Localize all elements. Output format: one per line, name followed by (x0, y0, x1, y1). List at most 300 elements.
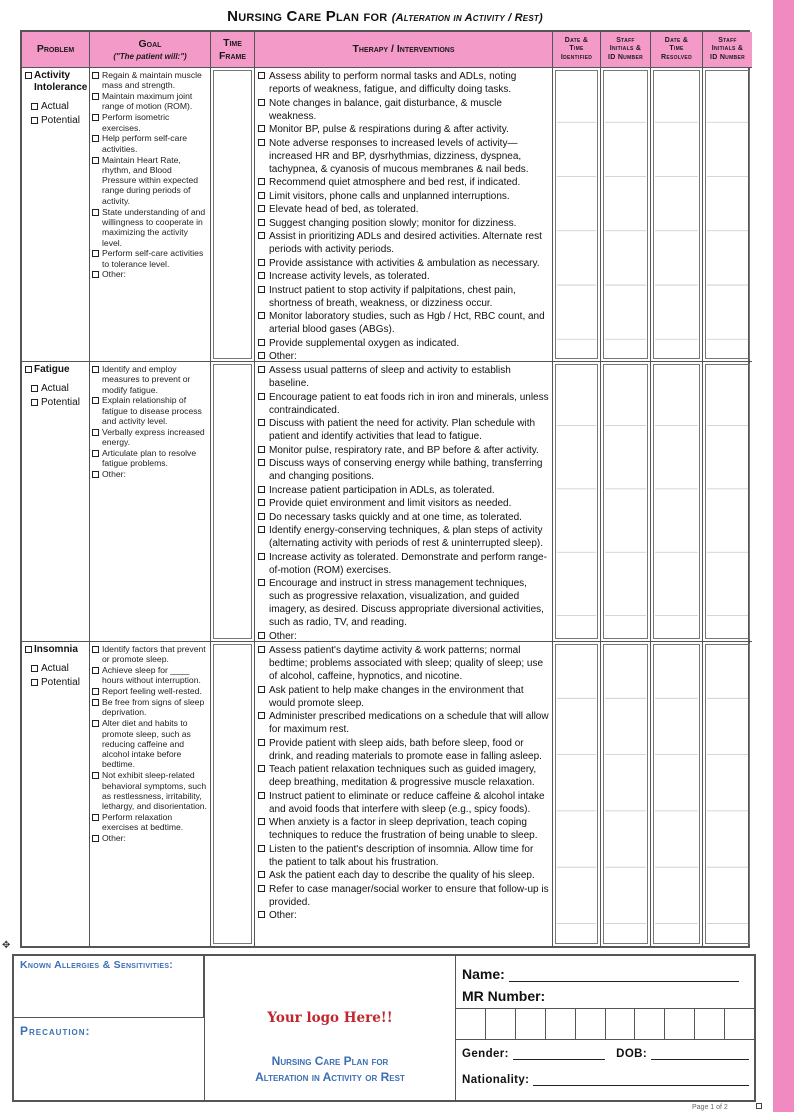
therapy-item[interactable] (258, 457, 549, 483)
therapy-text: Suggest changing position slowly; monitor for dizziness. (269, 217, 517, 229)
goal-text: Other: (102, 269, 126, 280)
checkbox-icon[interactable] (92, 688, 99, 695)
checkbox-icon[interactable] (92, 271, 99, 278)
therapy-text: Listen to the patient's description of insomnia. Allow time for the patient to talk about his frustration. (269, 843, 534, 868)
checkbox-icon[interactable] (258, 911, 265, 918)
checkbox-icon[interactable] (258, 99, 265, 106)
goal-text: Regain & maintain muscle mass and strength. (102, 70, 202, 91)
mr-number-boxes[interactable] (456, 1008, 754, 1040)
mr-digit-box[interactable] (546, 1009, 576, 1039)
header-staff-2-b: Initials & (711, 45, 744, 53)
date-identified-cell[interactable] (553, 642, 601, 946)
checkbox-icon[interactable] (92, 772, 99, 779)
name-field[interactable] (462, 966, 739, 982)
actual-label: Actual (41, 101, 69, 112)
therapy-text: Monitor laboratory studies, such as Hgb / Hct, RBC count, and arterial blood gases (ABGs). (269, 311, 545, 335)
checkbox-icon[interactable] (258, 486, 265, 493)
therapy-text: Elevate head of bed, as tolerated. (269, 204, 419, 215)
therapy-item[interactable] (258, 257, 549, 270)
checkbox-icon[interactable] (92, 667, 99, 674)
checkbox-icon[interactable] (258, 393, 265, 400)
checkbox-icon[interactable] (258, 352, 265, 359)
checkbox-icon[interactable] (92, 114, 99, 121)
goal-item[interactable] (92, 665, 208, 686)
therapy-item[interactable] (258, 284, 549, 310)
goal-item[interactable] (92, 697, 208, 718)
staff-initials-cell[interactable] (601, 68, 651, 362)
therapy-item[interactable] (258, 176, 549, 189)
entry-lines (601, 68, 650, 361)
therapy-item[interactable] (258, 310, 549, 336)
entry-lines (651, 68, 702, 361)
therapy-item[interactable] (258, 909, 549, 922)
mr-digit-box[interactable] (606, 1009, 636, 1039)
plan-title-line-1: Nursing Care Plan for (271, 1054, 389, 1068)
checkbox-icon[interactable] (92, 157, 99, 164)
date-resolved-cell[interactable] (651, 642, 703, 946)
checkbox-icon[interactable] (92, 471, 99, 478)
problem-name (25, 644, 87, 656)
move-icon[interactable]: ✥ (2, 940, 11, 951)
checkbox-icon[interactable] (92, 397, 99, 404)
header-time-frame-1: Time (223, 37, 242, 50)
goal-item[interactable] (92, 833, 208, 843)
date-identified-cell[interactable] (553, 68, 601, 362)
therapy-item[interactable] (258, 217, 549, 230)
checkbox-icon[interactable] (92, 72, 99, 79)
checkbox-icon[interactable] (92, 646, 99, 653)
checkbox-icon[interactable] (31, 385, 38, 392)
goal-item[interactable] (92, 469, 208, 479)
logo-placeholder[interactable]: Your logo Here!! (267, 1010, 393, 1026)
therapy-item[interactable] (258, 70, 549, 96)
checkbox-icon[interactable] (258, 232, 265, 239)
goal-text: Identify factors that prevent or promote sleep. (102, 644, 206, 665)
header-staff-initials-2 (703, 32, 752, 68)
entry-lines (703, 642, 752, 946)
therapy-item[interactable] (258, 790, 549, 816)
patient-info-box (12, 954, 756, 1102)
mr-digit-box[interactable] (516, 1009, 546, 1039)
entry-lines (601, 642, 650, 946)
checkbox-icon[interactable] (258, 219, 265, 226)
therapy-text: Discuss ways of conserving energy while bathing, transferring and changing positions. (269, 458, 543, 482)
header-date-identified-1: Date & (564, 37, 589, 45)
checkbox-icon[interactable] (258, 765, 265, 772)
therapy-item[interactable] (258, 444, 549, 457)
time-frame-cell[interactable] (211, 642, 255, 946)
therapy-text: Instruct patient to eliminate or reduce caffeine & alcohol intake and avoid foods that interfere with sleep (e.g., spicy foods). (269, 790, 545, 815)
goal-item[interactable] (92, 269, 208, 279)
therapy-item[interactable] (258, 137, 549, 176)
checkbox-icon[interactable] (258, 712, 265, 719)
therapy-text: Increase patient participation in ADLs, as tolerated. (269, 484, 495, 496)
goal-text: Articulate plan to resolve fatigue problems. (102, 448, 197, 469)
therapy-item[interactable] (258, 97, 549, 123)
time-frame-frame (213, 70, 252, 359)
checkbox-icon[interactable] (92, 93, 99, 100)
header-goal (90, 32, 211, 68)
problem-label: Insomnia (34, 644, 78, 655)
checkbox-icon[interactable] (31, 665, 38, 672)
goal-item[interactable] (92, 395, 208, 426)
checkbox-icon[interactable] (258, 286, 265, 293)
checkbox-icon[interactable] (258, 139, 265, 146)
checkbox-icon[interactable] (258, 792, 265, 799)
header-time-frame-2: Frame (218, 49, 247, 62)
therapy-item[interactable] (258, 843, 549, 869)
checkbox-icon[interactable] (258, 885, 265, 892)
patient-fields-panel (456, 956, 754, 1100)
therapy-item[interactable] (258, 511, 549, 524)
therapy-item[interactable] (258, 816, 549, 842)
checkbox-icon[interactable] (258, 686, 265, 693)
therapy-item[interactable] (258, 337, 549, 350)
therapy-text: Provide supplemental oxygen as indicated. (269, 337, 460, 349)
checkbox-icon[interactable] (92, 699, 99, 706)
gender-dob-row (462, 1048, 749, 1060)
header-date-identified (553, 32, 601, 68)
goal-text: Perform self-care activities to tolerance level. (102, 248, 204, 269)
entry-lines (553, 642, 600, 946)
checkbox-icon[interactable] (31, 399, 38, 406)
checkbox-icon[interactable] (92, 429, 99, 436)
therapy-text: Increase activity as tolerated. Demonstrate and perform range-of-motion (ROM) exercises. (269, 551, 547, 576)
therapy-text: Ask the patient each day to describe the quality of his sleep. (269, 870, 535, 881)
goal-cell (90, 68, 211, 362)
goal-text: Achieve sleep for ____ hours without interruption. (102, 665, 201, 686)
therapy-text: Other: (269, 351, 297, 362)
therapy-text: Discuss with patient the need for activity. Plan schedule with patient and identify activities that lead to fatigue. (269, 418, 536, 442)
goal-text: Maintain Heart Rate, rhythm, and Blood Pressure within expected range during periods of activity. (102, 154, 199, 206)
plan-title-line-2: Alteration in Activity or Rest (255, 1069, 405, 1084)
therapy-item[interactable] (258, 203, 549, 216)
therapy-item[interactable] (258, 484, 549, 497)
checkbox-icon[interactable] (92, 250, 99, 257)
goal-item[interactable] (92, 207, 208, 248)
therapy-item[interactable] (258, 763, 549, 789)
therapy-text: Other: (269, 630, 297, 642)
mr-digit-box[interactable] (486, 1009, 516, 1039)
entry-lines (553, 362, 600, 641)
goal-item[interactable] (92, 718, 208, 770)
therapy-cell (255, 642, 553, 946)
therapy-item[interactable] (258, 497, 549, 510)
checkbox-icon[interactable] (258, 553, 265, 560)
entry-lines (651, 362, 702, 641)
checkbox-icon[interactable] (92, 209, 99, 216)
therapy-text: Refer to case manager/social worker to ensure that follow-up is provided. (269, 883, 549, 908)
therapy-item[interactable] (258, 551, 549, 577)
header-time-frame (211, 32, 255, 68)
checkbox-icon[interactable] (92, 135, 99, 142)
therapy-cell (255, 362, 553, 642)
entry-lines (703, 68, 752, 361)
goal-text: Maintain maximum joint range of motion (ROM). (102, 91, 193, 112)
date-identified-cell[interactable] (553, 362, 601, 642)
therapy-text: Note adverse responses to increased levels of activity—increased HR and BP, dysrhythmias, dizziness, dyspnea, tachypnea, & cyanosis of mucous membranes & nail beds. (269, 137, 529, 175)
potential-label: Potential (41, 396, 80, 408)
checkbox-icon[interactable] (258, 739, 265, 746)
goal-item[interactable] (92, 427, 208, 448)
staff-initials-resolved-cell[interactable] (703, 362, 752, 642)
goal-item[interactable] (92, 133, 208, 154)
checkbox-icon[interactable] (258, 312, 265, 319)
potential-label: Potential (41, 114, 80, 126)
staff-initials-resolved-cell[interactable] (703, 68, 752, 362)
logo-panel (204, 956, 456, 1100)
therapy-item[interactable] (258, 350, 549, 362)
header-staff-2-a: Staff (718, 37, 737, 45)
therapy-text: Do necessary tasks quickly and at one time, as tolerated. (269, 511, 522, 523)
checkbox-icon[interactable] (258, 259, 265, 266)
header-date-resolved-1: Date & (664, 37, 689, 45)
goal-text: Identify and employ measures to prevent or modify fatigue. (102, 364, 191, 395)
mr-number-field (462, 988, 545, 1004)
therapy-item[interactable] (258, 190, 549, 203)
staff-initials-resolved-cell[interactable] (703, 642, 752, 946)
goal-item[interactable] (92, 644, 208, 665)
therapy-text: Limit visitors, phone calls and unplanned interruptions. (269, 190, 510, 202)
checkbox-icon[interactable] (92, 450, 99, 457)
therapy-item[interactable] (258, 710, 549, 736)
checkbox-icon[interactable] (258, 459, 265, 466)
goal-text: Alter diet and habits to promote sleep, such as reducing caffeine and alcohol intake before bedtime. (102, 718, 191, 770)
therapy-text: Increase activity levels, as tolerated. (269, 271, 430, 282)
therapy-text: Note changes in balance, gait disturbance, & muscle weakness. (269, 97, 502, 122)
allergies-label: Known Allergies & Sensitivities: (20, 959, 174, 971)
checkbox-icon[interactable] (258, 513, 265, 520)
header-goal-label: Goal (138, 37, 162, 50)
problem-cell (22, 68, 90, 362)
name-label: Name: (462, 966, 505, 982)
actual-option[interactable] (25, 663, 87, 676)
entry-lines (703, 362, 752, 641)
goal-item[interactable] (92, 812, 208, 833)
actual-option[interactable] (25, 383, 87, 396)
goal-item[interactable] (92, 364, 208, 395)
checkbox-icon[interactable] (31, 103, 38, 110)
checkbox-icon[interactable] (92, 720, 99, 727)
mr-digit-box[interactable] (635, 1009, 665, 1039)
nationality-label: Nationality: (462, 1074, 530, 1086)
therapy-text: Administer prescribed medications on a schedule that will allow for maximum rest. (269, 711, 549, 735)
precaution-label: Precaution: (20, 1024, 91, 1038)
goal-text: Verbally express increased energy. (102, 426, 205, 448)
therapy-text: Assess usual patterns of sleep and activity to establish baseline. (269, 365, 511, 389)
checkbox-icon[interactable] (258, 632, 265, 639)
gender-label: Gender: (462, 1048, 509, 1060)
nationality-underline[interactable] (533, 1085, 749, 1086)
checkbox-icon[interactable] (258, 72, 265, 79)
actual-label: Actual (41, 663, 69, 674)
goal-item[interactable] (92, 155, 208, 207)
therapy-text: Provide quiet environment and limit visitors as needed. (269, 498, 512, 509)
goal-text: Explain relationship of fatigue to disease process and activity level. (102, 395, 202, 427)
checkbox-icon[interactable] (258, 366, 265, 373)
checkbox-icon[interactable] (258, 419, 265, 426)
therapy-text: Ask patient to help make changes in the environment that would promote sleep. (269, 684, 524, 709)
therapy-text: Monitor BP, pulse & respirations during & after activity. (269, 124, 509, 135)
allergies-section[interactable] (14, 956, 204, 1018)
goal-item[interactable] (92, 448, 208, 469)
goal-item[interactable] (92, 70, 208, 91)
checkbox-icon[interactable] (25, 366, 32, 373)
checkbox-icon[interactable] (92, 366, 99, 373)
entry-lines (601, 362, 650, 641)
therapy-text: Provide patient with sleep aids, bath before sleep, food or drink, and reading materials to promote ease in falling asleep. (269, 737, 542, 762)
therapy-item[interactable] (258, 630, 549, 643)
checkbox-icon[interactable] (31, 679, 38, 686)
therapy-item[interactable] (258, 737, 549, 763)
therapy-text: When anxiety is a factor in sleep deprivation, teach coping techniques to reduce the frustration of being unable to sleep. (269, 817, 538, 841)
goal-item[interactable] (92, 248, 208, 269)
actual-option[interactable] (25, 101, 87, 114)
checkbox-icon[interactable] (258, 871, 265, 878)
checkbox-icon[interactable] (258, 446, 265, 453)
header-problem: Problem (22, 32, 90, 68)
header-date-identified-2: Time (569, 45, 584, 53)
header-date-identified-3: Identified (560, 53, 593, 61)
dob-label: DOB: (616, 1048, 648, 1060)
checkbox-icon[interactable] (258, 339, 265, 346)
time-frame-cell[interactable] (211, 68, 255, 362)
therapy-item[interactable] (258, 684, 549, 710)
checkbox-icon[interactable] (25, 72, 32, 79)
checkbox-icon[interactable] (258, 579, 265, 586)
dob-underline[interactable] (651, 1059, 749, 1060)
therapy-item[interactable] (258, 524, 549, 550)
therapy-item[interactable] (258, 417, 549, 443)
problem-name (25, 70, 87, 94)
goal-text: Other: (102, 469, 126, 480)
header-therapy: Therapy / Interventions (255, 32, 553, 68)
title-main: Nursing Care Plan for (227, 8, 388, 25)
problem-cell (22, 362, 90, 642)
mr-number-label: MR Number: (462, 988, 546, 1004)
staff-initials-cell[interactable] (601, 362, 651, 642)
goal-text: Perform isometric exercises. (102, 112, 170, 133)
checkbox-icon[interactable] (31, 117, 38, 124)
header-staff-2-c: ID Number (709, 53, 746, 61)
therapy-text: Assess patient's daytime activity & work patterns; normal bedtime; problems associated with sleep; quality of sleep; use of alcohol, caffeine, hypnotics, and nicotine. (269, 645, 544, 682)
therapy-text: Assess ability to perform normal tasks and ADLs, noting reports of weakness, fatigue, and difficulty doing tasks. (269, 71, 517, 95)
goal-item[interactable] (92, 686, 208, 696)
header-date-resolved (651, 32, 703, 68)
therapy-item[interactable] (258, 391, 549, 417)
header-date-resolved-2: Time (669, 45, 684, 53)
staff-initials-cell[interactable] (601, 642, 651, 946)
header-staff-1-c: ID Number (607, 53, 644, 61)
date-resolved-cell[interactable] (651, 362, 703, 642)
time-frame-cell[interactable] (211, 362, 255, 642)
therapy-text: Instruct patient to stop activity if palpitations, chest pain, shortness of breath, weakness, or dizziness occur. (269, 284, 516, 309)
mr-digit-box[interactable] (665, 1009, 695, 1039)
therapy-item[interactable] (258, 577, 549, 629)
checkbox-icon[interactable] (92, 814, 99, 821)
therapy-item[interactable] (258, 270, 549, 283)
therapy-item[interactable] (258, 364, 549, 390)
page-title (20, 8, 750, 25)
potential-option[interactable] (25, 677, 87, 690)
therapy-text: Encourage patient to eat foods rich in iron and minerals, unless contraindicated. (269, 391, 549, 416)
care-plan-table (20, 30, 750, 948)
checkbox-icon[interactable] (258, 845, 265, 852)
checkbox-icon[interactable] (258, 205, 265, 212)
checkbox-icon[interactable] (92, 835, 99, 842)
mr-digit-box[interactable] (576, 1009, 606, 1039)
potential-option[interactable] (25, 397, 87, 410)
therapy-item[interactable] (258, 869, 549, 882)
therapy-text: Assist in prioritizing ADLs and desired activities. Alternate rest periods with activity periods. (269, 231, 542, 255)
therapy-item[interactable] (258, 230, 549, 256)
allergies-precaution-panel (14, 956, 204, 1100)
problem-name (25, 364, 87, 376)
therapy-item[interactable] (258, 644, 549, 683)
potential-label: Potential (41, 676, 80, 688)
goal-item[interactable] (92, 91, 208, 112)
goal-item[interactable] (92, 770, 208, 811)
checkbox-icon[interactable] (258, 646, 265, 653)
mr-digit-box[interactable] (695, 1009, 725, 1039)
goal-item[interactable] (92, 112, 208, 133)
name-underline[interactable] (509, 981, 739, 982)
checkbox-icon[interactable] (258, 178, 265, 185)
potential-option[interactable] (25, 115, 87, 128)
header-staff-initials-1 (601, 32, 651, 68)
goal-cell (90, 642, 211, 946)
entry-lines (553, 68, 600, 361)
resize-handle-icon[interactable] (756, 1103, 762, 1109)
checkbox-icon[interactable] (258, 272, 265, 279)
mr-digit-box[interactable] (456, 1009, 486, 1039)
therapy-text: Other: (269, 910, 297, 921)
goal-text: Report feeling well-rested. (102, 686, 202, 697)
problem-label: Activity Intolerance (34, 70, 88, 93)
checkbox-icon[interactable] (258, 192, 265, 199)
header-staff-1-a: Staff (616, 37, 635, 45)
goal-text: Be free from signs of sleep deprivation. (102, 697, 205, 718)
page-number: Page 1 of 2 (692, 1104, 728, 1111)
gender-underline[interactable] (513, 1059, 605, 1060)
therapy-text: Provide assistance with activities & ambulation as necessary. (269, 257, 540, 269)
entry-lines (651, 642, 702, 946)
therapy-item[interactable] (258, 123, 549, 136)
problem-label: Fatigue (34, 364, 70, 375)
header-staff-1-b: Initials & (609, 45, 642, 53)
therapy-item[interactable] (258, 883, 549, 909)
checkbox-icon[interactable] (25, 646, 32, 653)
therapy-text: Identify energy-conserving techniques, & plan steps of activity (alternating activity with periods of rest & uninterrupted sleep). (269, 525, 544, 549)
goal-text: Not exhibit sleep-related behavioral symptoms, such as restlessness, irritability, lethargy, and disorientation. (102, 770, 207, 812)
nationality-row (462, 1074, 749, 1086)
checkbox-icon[interactable] (258, 125, 265, 132)
pink-side-strip (773, 0, 794, 1112)
checkbox-icon[interactable] (258, 526, 265, 533)
goal-text: State understanding of and willingness to cooperate in maximizing the activity level. (102, 206, 206, 248)
therapy-text: Teach patient relaxation techniques such as guided imagery, deep breathing, meditation & progressive muscle relaxation. (269, 764, 537, 788)
mr-digit-box[interactable] (725, 1009, 754, 1039)
problem-cell (22, 642, 90, 946)
goal-text: Perform relaxation exercises at bedtime. (102, 812, 184, 833)
checkbox-icon[interactable] (258, 499, 265, 506)
date-resolved-cell[interactable] (651, 68, 703, 362)
title-sub: (Alteration in Activity / Rest) (391, 12, 543, 24)
actual-label: Actual (41, 383, 69, 394)
time-frame-frame (213, 644, 252, 944)
checkbox-icon[interactable] (258, 818, 265, 825)
goal-text: Other: (102, 833, 126, 844)
